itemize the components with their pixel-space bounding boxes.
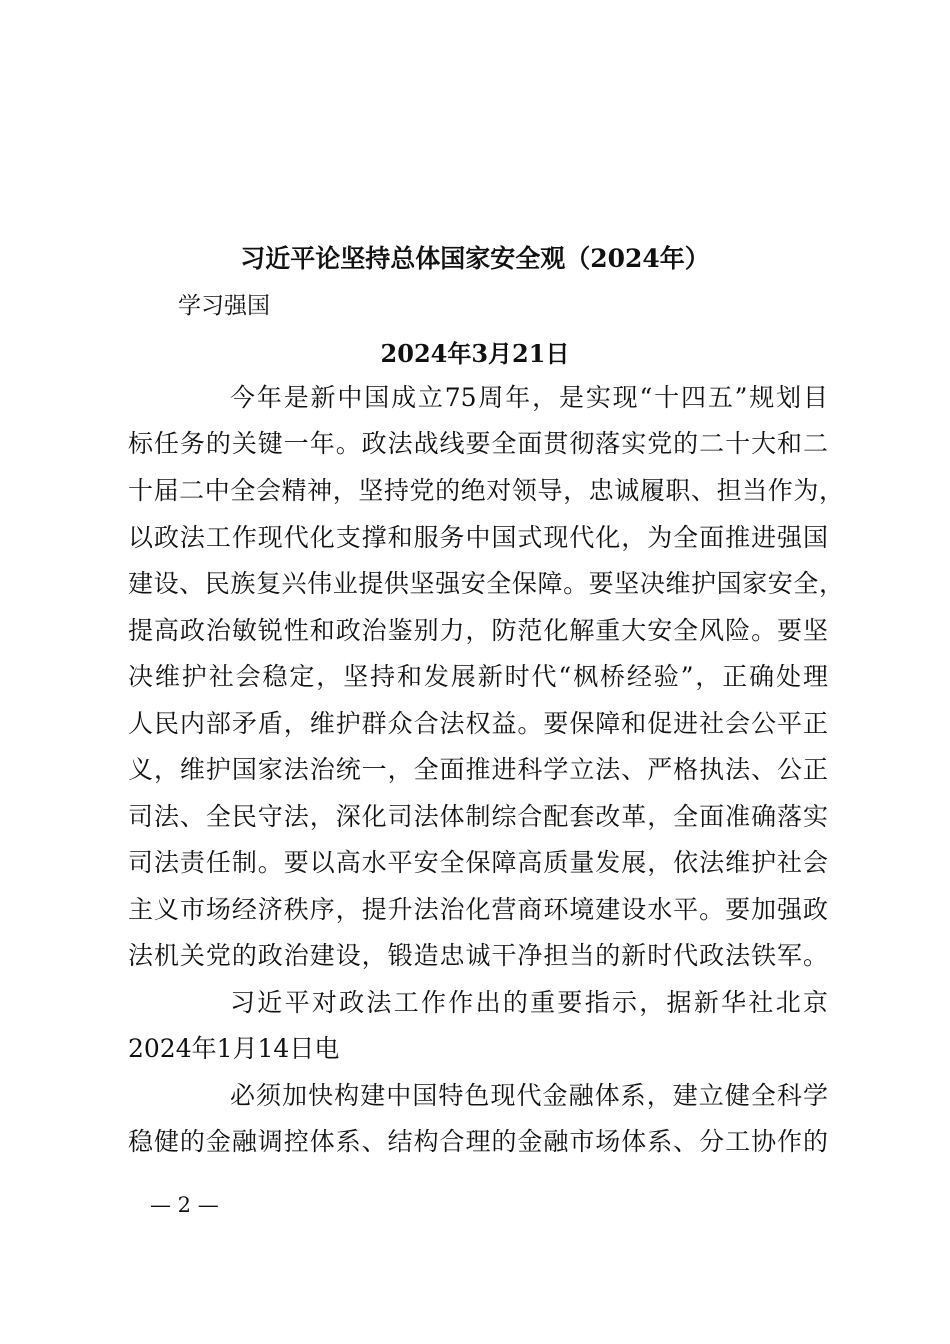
citation-line: 2024年1月14日电 — [128, 1034, 340, 1063]
paragraph-line: 人民内部矛盾，维护群众合法权益。要保障和促进社会公平正 — [128, 709, 828, 738]
publish-date: 2024年3月21日 — [380, 339, 570, 368]
paragraph-line: 今年是新中国成立75周年，是实现“十四五”规划目 — [230, 383, 828, 412]
citation-line: 习近平对政法工作作出的重要指示，据新华社北京 — [230, 988, 828, 1017]
paragraph-line: 必须加快构建中国特色现代金融体系，建立健全科学 — [230, 1081, 828, 1110]
paragraph-line: 十届二中全会精神，坚持党的绝对领导，忠诚履职、担当作为， — [128, 476, 844, 505]
paragraph-line: 提高政治敏锐性和政治鉴别力，防范化解重大安全风险。要坚 — [128, 616, 828, 645]
paragraph-line: 决维护社会稳定，坚持和发展新时代“枫桥经验”，正确处理 — [128, 662, 828, 691]
paragraph-line: 法机关党的政治建设，锻造忠诚干净担当的新时代政法铁军。 — [128, 941, 828, 970]
paragraph-line: 司法责任制。要以高水平安全保障高质量发展，依法维护社会 — [128, 848, 828, 877]
page-number: — 2 — — [150, 1193, 219, 1217]
paragraph-line: 义，维护国家法治统一，全面推进科学立法、严格执法、公正 — [128, 755, 828, 784]
document-title: 习近平论坚持总体国家安全观（2024年） — [240, 244, 710, 273]
paragraph-line: 标任务的关键一年。政法战线要全面贯彻落实党的二十大和二 — [128, 429, 828, 458]
paragraph-line: 以政法工作现代化支撑和服务中国式现代化，为全面推进强国 — [128, 523, 828, 552]
paragraph-line: 稳健的金融调控体系、结构合理的金融市场体系、分工协作的 — [128, 1127, 828, 1156]
source-label: 学习强国 — [178, 293, 270, 319]
paragraph-line: 司法、全民守法，深化司法体制综合配套改革，全面准确落实 — [128, 802, 828, 831]
paragraph-line: 建设、民族复兴伟业提供坚强安全保障。要坚决维护国家安全， — [128, 569, 844, 598]
paragraph-line: 主义市场经济秩序，提升法治化营商环境建设水平。要加强政 — [128, 895, 828, 924]
